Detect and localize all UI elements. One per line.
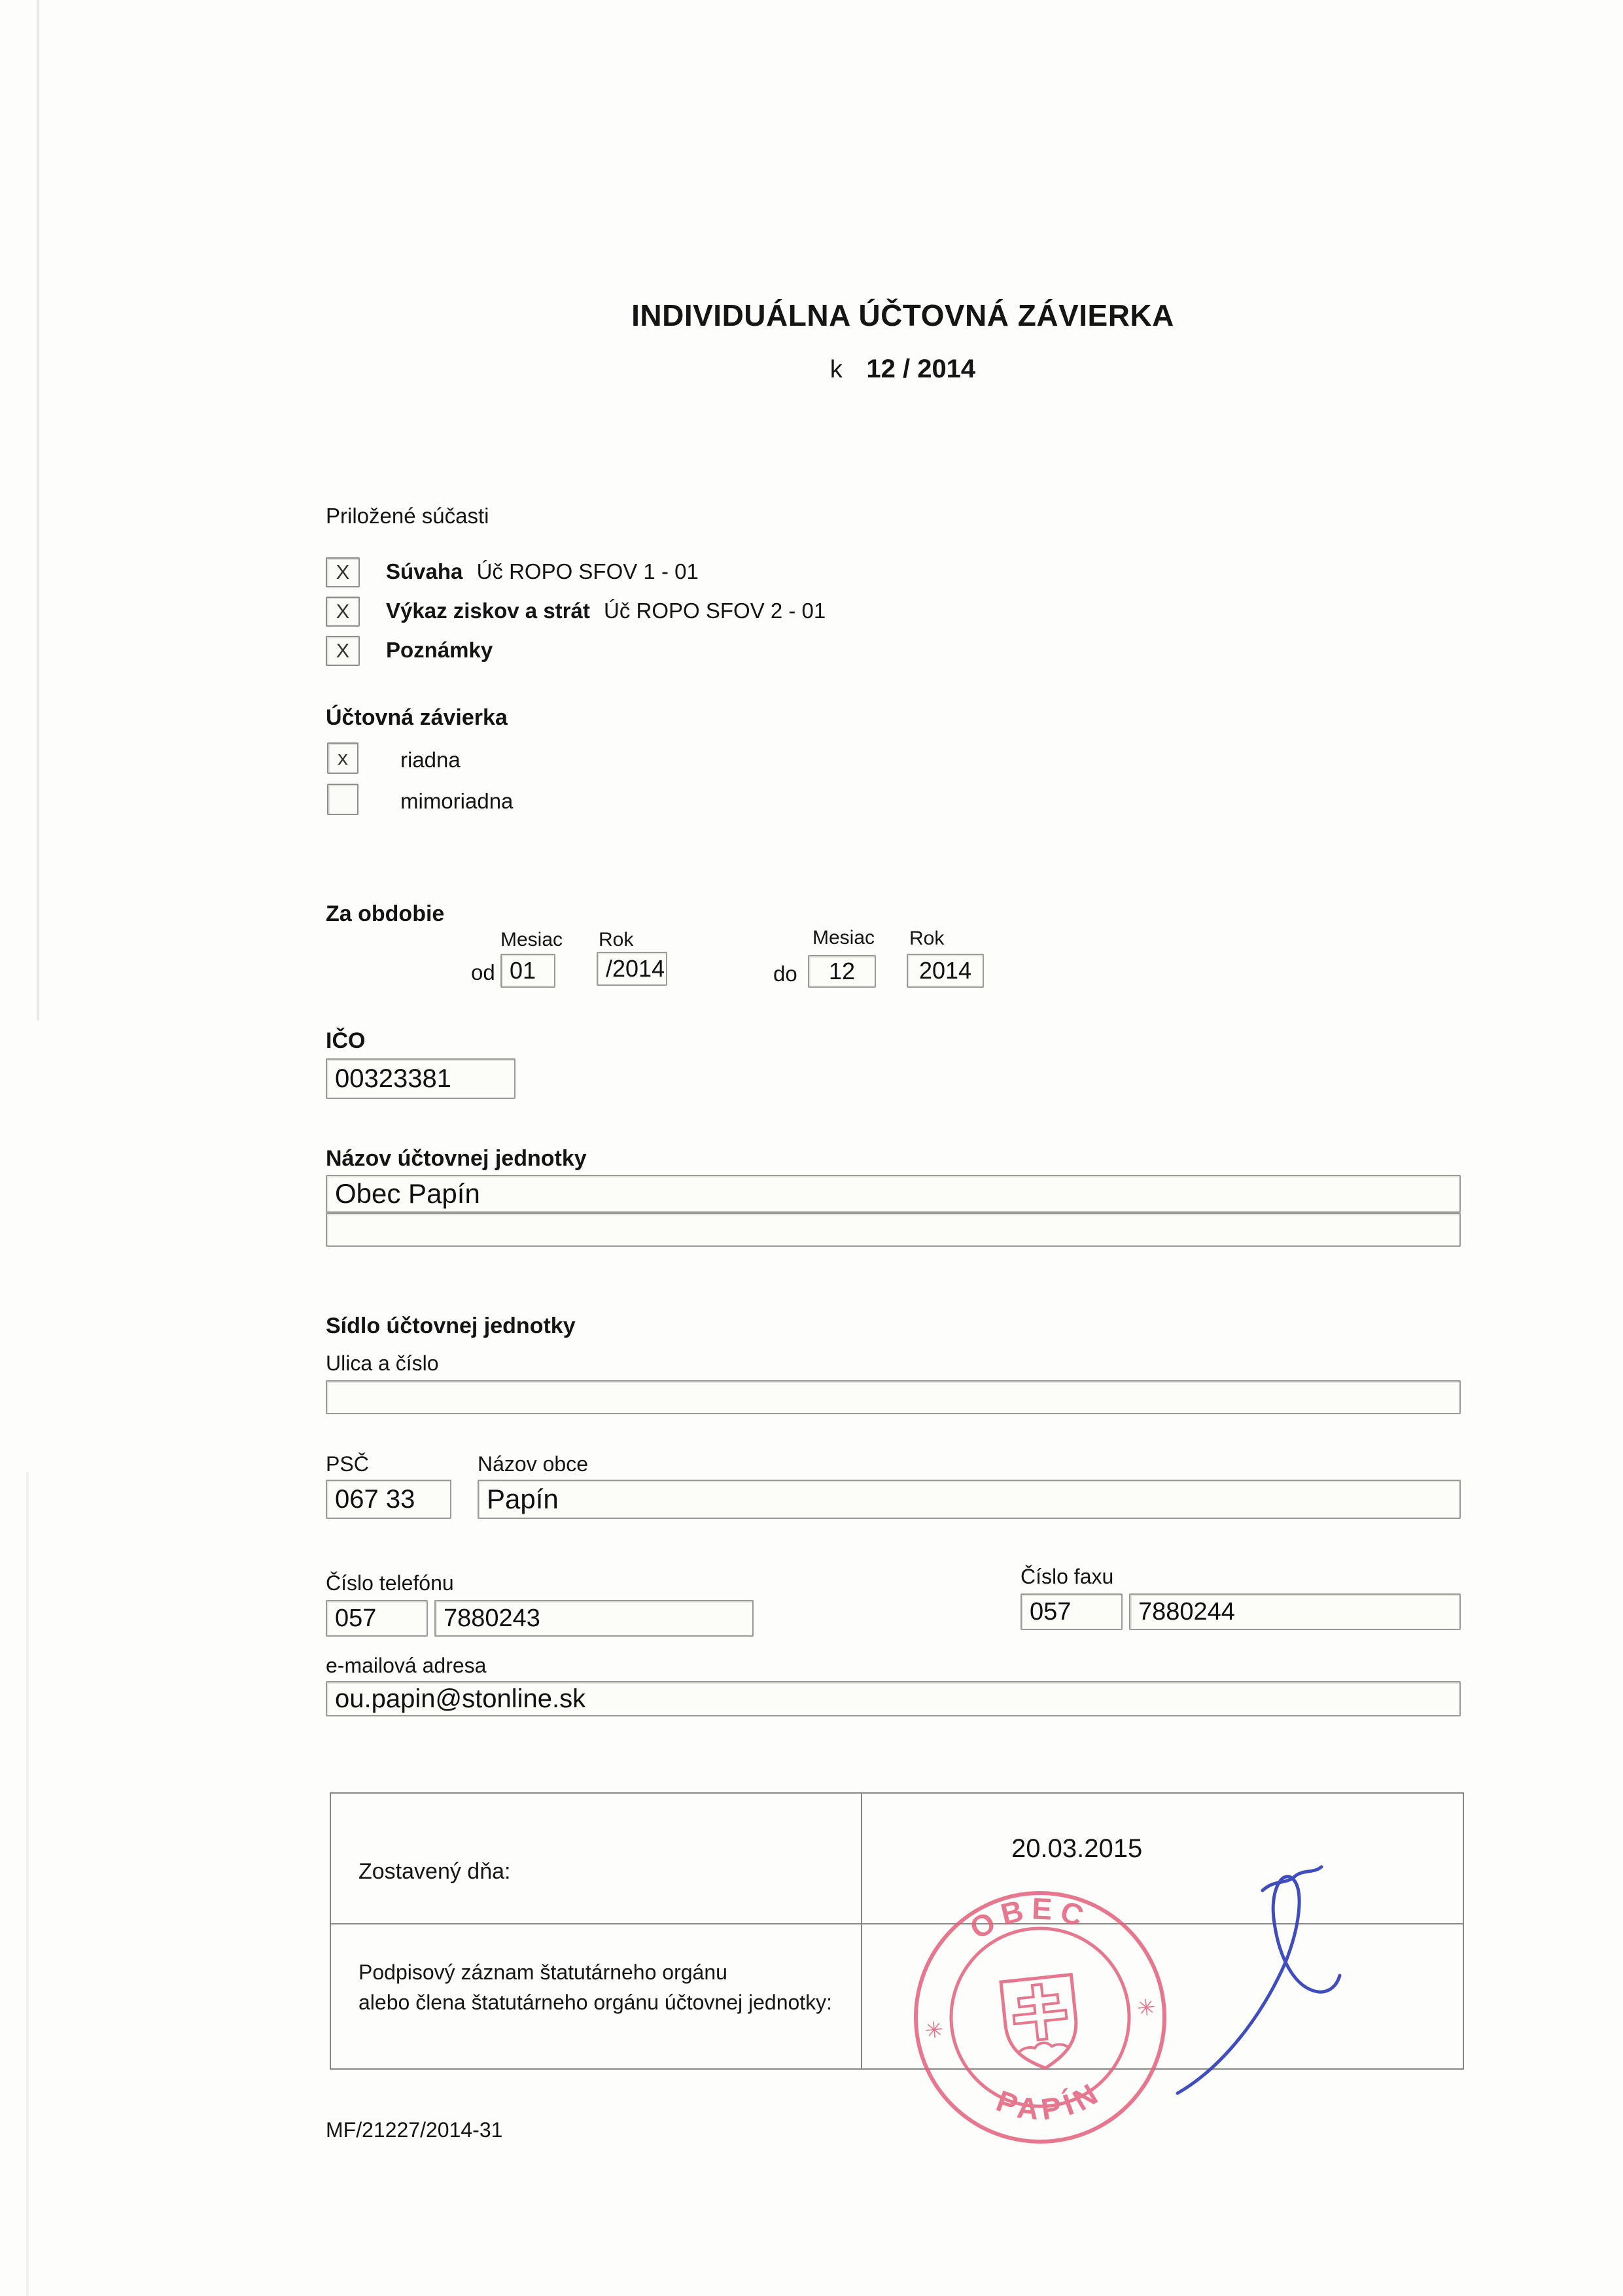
footer-table-vertical-divider (861, 1794, 862, 2068)
attached-item-vykaz-suffix: Úč ROPO SFOV 2 - 01 (604, 599, 826, 623)
od-rok-value: /2014 (606, 955, 665, 982)
fax-prefix-value: 057 (1030, 1597, 1072, 1626)
zavierka-option-riadna-label: riadna (400, 748, 461, 772)
obec-input (478, 1480, 1461, 1519)
od-rok-label: Rok (599, 929, 634, 950)
svg-text:PAPÍN (989, 2073, 1109, 2132)
signature (1164, 1851, 1361, 2100)
do-mesiac-label: Mesiac (812, 927, 875, 948)
do-mesiac-value: 12 (828, 958, 856, 984)
psc-label: PSČ (326, 1452, 369, 1476)
nazov-label: Názov účtovnej jednotky (326, 1146, 587, 1171)
telefon-value: 7880243 (444, 1604, 540, 1632)
form-id: MF/21227/2014-31 (326, 2118, 503, 2142)
form-title: INDIVIDUÁLNA ÚČTOVNÁ ZÁVIERKA (631, 298, 1174, 332)
scan-edge-artifact (37, 0, 39, 1020)
email-input (326, 1681, 1461, 1716)
checkbox-suvaha-mark: X (336, 561, 350, 583)
obec-label: Názov obce (478, 1452, 588, 1476)
stamp-bottom-text: PAPÍN (992, 2074, 1108, 2127)
scan-edge-artifact-2 (26, 1472, 29, 2296)
ico-value: 00323381 (335, 1064, 451, 1093)
checkbox-suvaha (326, 557, 360, 587)
zostaveny-label: Zostavený dňa: (358, 1859, 511, 1884)
ico-label: IČO (326, 1028, 366, 1053)
od-mesiac-value: 01 (510, 957, 536, 984)
stamp-left-star-icon: ✳ (924, 2017, 945, 2044)
checkbox-mimoriadna (327, 784, 358, 815)
do-rok-input (907, 954, 984, 988)
stamp-top-text: OBEC (964, 1891, 1094, 1946)
do-mesiac-input (808, 955, 876, 988)
telefon-label: Číslo telefónu (326, 1571, 454, 1595)
form-period (262, 355, 1544, 384)
ulica-label: Ulica a číslo (326, 1351, 439, 1375)
do-rok-value: 2014 (918, 957, 972, 984)
checkbox-poznamky (326, 636, 360, 666)
fax-input (1129, 1593, 1461, 1630)
checkbox-riadna-mark: x (338, 746, 348, 769)
fax-value: 7880244 (1138, 1597, 1235, 1626)
attached-item-poznamky (386, 638, 493, 663)
psc-input (326, 1480, 451, 1519)
nazov-value: Obec Papín (335, 1178, 480, 1209)
telefon-prefix-value: 057 (335, 1604, 377, 1632)
email-label: e-mailová adresa (326, 1654, 487, 1677)
obdobie-heading: Za obdobie (326, 901, 445, 926)
podpis-label-line2: alebo člena štatutárneho orgánu účtovnej jednotky: (358, 1991, 833, 2015)
zostaveny-value: 20.03.2015 (1011, 1834, 1143, 1863)
od-mesiac-input (500, 954, 555, 988)
ico-input (326, 1058, 515, 1099)
period-value: 12 / 2014 (866, 355, 976, 383)
zavierka-heading: Účtovná závierka (326, 705, 508, 730)
stamp-coat-of-arms (1001, 1975, 1081, 2072)
od-mesiac-label: Mesiac (500, 929, 563, 950)
checkbox-poznamky-mark: X (336, 639, 350, 662)
attached-item-vykaz (386, 599, 826, 623)
telefon-prefix-input (326, 1600, 428, 1637)
attached-item-suvaha (386, 559, 699, 584)
checkbox-vykaz-mark: X (336, 600, 350, 623)
attached-item-suvaha-suffix: Úč ROPO SFOV 1 - 01 (476, 559, 699, 583)
do-label: do (773, 962, 797, 986)
attached-item-suvaha-label: Súvaha (386, 559, 463, 583)
ulica-input (326, 1380, 1461, 1414)
email-value: ou.papin@stonline.sk (335, 1684, 586, 1713)
telefon-input (434, 1600, 754, 1637)
nazov-input-1 (326, 1175, 1461, 1213)
fax-label: Číslo faxu (1021, 1565, 1114, 1588)
obec-value: Papín (487, 1484, 559, 1514)
psc-value: 067 33 (335, 1484, 415, 1514)
sidlo-heading: Sídlo účtovnej jednotky (326, 1313, 576, 1338)
zavierka-option-mimoriadna-label: mimoriadna (400, 789, 514, 813)
period-prefix: k (829, 356, 843, 383)
stamp-inner-ring (943, 1920, 1138, 2115)
attached-item-poznamky-label: Poznámky (386, 638, 493, 662)
do-rok-label: Rok (909, 928, 945, 949)
od-label: od (471, 960, 495, 984)
attached-heading: Priložené súčasti (326, 504, 489, 528)
od-rok-input (597, 952, 667, 986)
nazov-input-2 (326, 1213, 1461, 1247)
checkbox-riadna (327, 742, 358, 774)
attached-item-vykaz-label: Výkaz ziskov a strát (386, 599, 590, 623)
podpis-label-line1: Podpisový záznam štatutárneho orgánu (358, 1960, 727, 1984)
stamp-right-star-icon: ✳ (1136, 1994, 1157, 2022)
checkbox-vykaz (326, 597, 360, 627)
obec-papin-stamp (888, 1865, 1193, 2170)
podpis-label (358, 1957, 832, 2018)
fax-prefix-input (1021, 1593, 1123, 1630)
